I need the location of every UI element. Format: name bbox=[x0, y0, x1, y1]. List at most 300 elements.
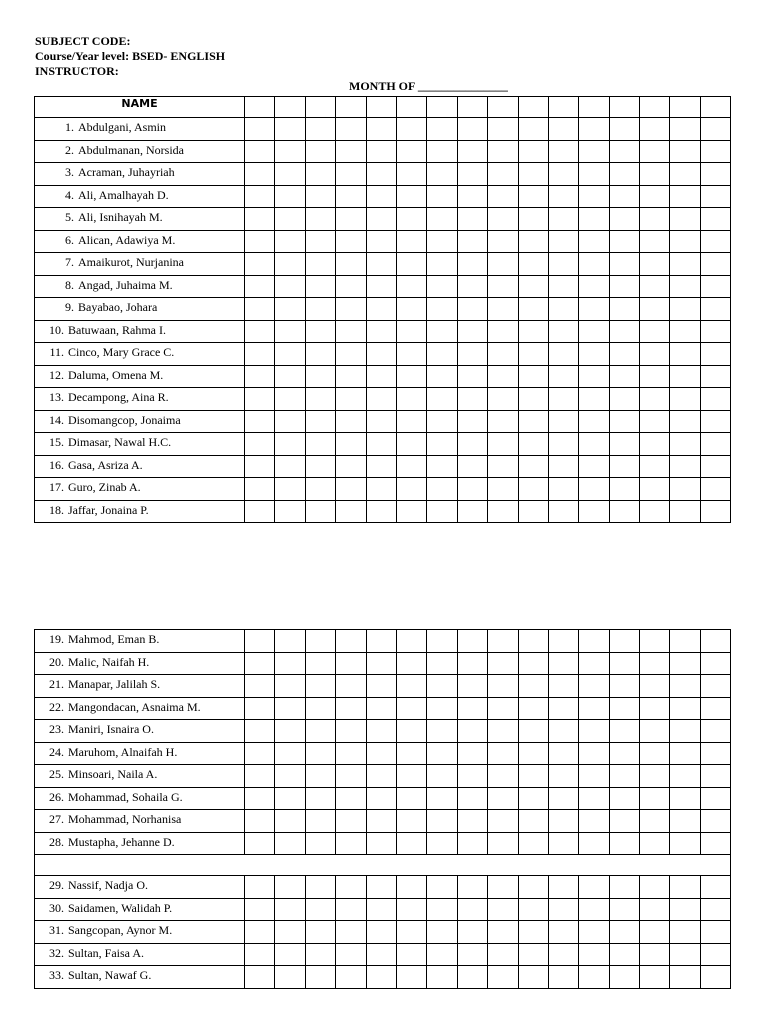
attendance-cell[interactable] bbox=[396, 943, 426, 966]
attendance-cell[interactable] bbox=[366, 140, 396, 163]
attendance-cell[interactable] bbox=[457, 478, 487, 501]
attendance-cell[interactable] bbox=[457, 163, 487, 186]
attendance-cell[interactable] bbox=[275, 876, 305, 899]
attendance-cell[interactable] bbox=[640, 365, 670, 388]
attendance-cell[interactable] bbox=[609, 163, 639, 186]
attendance-cell[interactable] bbox=[336, 388, 366, 411]
attendance-cell[interactable] bbox=[275, 343, 305, 366]
attendance-cell[interactable] bbox=[275, 832, 305, 855]
attendance-cell[interactable] bbox=[275, 720, 305, 743]
attendance-cell[interactable] bbox=[518, 943, 548, 966]
attendance-cell[interactable] bbox=[427, 921, 457, 944]
attendance-cell[interactable] bbox=[579, 898, 609, 921]
attendance-cell[interactable] bbox=[640, 876, 670, 899]
attendance-cell[interactable] bbox=[245, 410, 275, 433]
attendance-cell[interactable] bbox=[336, 765, 366, 788]
attendance-cell[interactable] bbox=[457, 675, 487, 698]
attendance-cell[interactable] bbox=[548, 876, 578, 899]
attendance-cell[interactable] bbox=[245, 118, 275, 141]
attendance-cell[interactable] bbox=[457, 275, 487, 298]
attendance-cell[interactable] bbox=[366, 876, 396, 899]
attendance-cell[interactable] bbox=[245, 966, 275, 989]
attendance-cell[interactable] bbox=[700, 898, 730, 921]
attendance-cell[interactable] bbox=[670, 320, 700, 343]
attendance-cell[interactable] bbox=[579, 876, 609, 899]
attendance-cell[interactable] bbox=[427, 943, 457, 966]
attendance-cell[interactable] bbox=[457, 943, 487, 966]
attendance-cell[interactable] bbox=[579, 253, 609, 276]
attendance-cell[interactable] bbox=[609, 118, 639, 141]
attendance-cell[interactable] bbox=[670, 765, 700, 788]
attendance-cell[interactable] bbox=[579, 410, 609, 433]
attendance-cell[interactable] bbox=[700, 832, 730, 855]
attendance-cell[interactable] bbox=[245, 898, 275, 921]
attendance-cell[interactable] bbox=[275, 478, 305, 501]
attendance-cell[interactable] bbox=[640, 388, 670, 411]
attendance-cell[interactable] bbox=[245, 765, 275, 788]
attendance-cell[interactable] bbox=[245, 630, 275, 653]
attendance-cell[interactable] bbox=[548, 765, 578, 788]
attendance-cell[interactable] bbox=[245, 832, 275, 855]
attendance-cell[interactable] bbox=[305, 876, 335, 899]
attendance-cell[interactable] bbox=[245, 943, 275, 966]
attendance-cell[interactable] bbox=[518, 675, 548, 698]
attendance-cell[interactable] bbox=[488, 720, 518, 743]
attendance-cell[interactable] bbox=[336, 787, 366, 810]
attendance-cell[interactable] bbox=[245, 478, 275, 501]
attendance-cell[interactable] bbox=[336, 500, 366, 523]
attendance-cell[interactable] bbox=[609, 966, 639, 989]
attendance-cell[interactable] bbox=[609, 275, 639, 298]
attendance-cell[interactable] bbox=[396, 185, 426, 208]
attendance-cell[interactable] bbox=[275, 230, 305, 253]
attendance-cell[interactable] bbox=[548, 253, 578, 276]
attendance-cell[interactable] bbox=[427, 787, 457, 810]
attendance-cell[interactable] bbox=[275, 185, 305, 208]
attendance-cell[interactable] bbox=[366, 455, 396, 478]
attendance-cell[interactable] bbox=[488, 765, 518, 788]
attendance-cell[interactable] bbox=[275, 500, 305, 523]
attendance-cell[interactable] bbox=[700, 275, 730, 298]
attendance-cell[interactable] bbox=[670, 253, 700, 276]
attendance-cell[interactable] bbox=[670, 365, 700, 388]
attendance-cell[interactable] bbox=[275, 298, 305, 321]
attendance-cell[interactable] bbox=[700, 921, 730, 944]
attendance-cell[interactable] bbox=[670, 208, 700, 231]
attendance-cell[interactable] bbox=[700, 697, 730, 720]
attendance-cell[interactable] bbox=[548, 410, 578, 433]
attendance-cell[interactable] bbox=[700, 810, 730, 833]
attendance-cell[interactable] bbox=[609, 810, 639, 833]
attendance-cell[interactable] bbox=[366, 921, 396, 944]
attendance-cell[interactable] bbox=[548, 118, 578, 141]
attendance-cell[interactable] bbox=[396, 298, 426, 321]
attendance-cell[interactable] bbox=[457, 876, 487, 899]
attendance-cell[interactable] bbox=[670, 275, 700, 298]
attendance-cell[interactable] bbox=[488, 966, 518, 989]
attendance-cell[interactable] bbox=[336, 943, 366, 966]
attendance-cell[interactable] bbox=[427, 697, 457, 720]
attendance-cell[interactable] bbox=[305, 675, 335, 698]
attendance-cell[interactable] bbox=[245, 230, 275, 253]
attendance-cell[interactable] bbox=[609, 455, 639, 478]
attendance-cell[interactable] bbox=[548, 433, 578, 456]
attendance-cell[interactable] bbox=[245, 455, 275, 478]
attendance-cell[interactable] bbox=[488, 163, 518, 186]
attendance-cell[interactable] bbox=[640, 298, 670, 321]
attendance-cell[interactable] bbox=[700, 410, 730, 433]
attendance-cell[interactable] bbox=[609, 876, 639, 899]
attendance-cell[interactable] bbox=[457, 966, 487, 989]
attendance-cell[interactable] bbox=[670, 343, 700, 366]
attendance-cell[interactable] bbox=[609, 410, 639, 433]
attendance-cell[interactable] bbox=[640, 253, 670, 276]
attendance-cell[interactable] bbox=[366, 787, 396, 810]
attendance-cell[interactable] bbox=[245, 675, 275, 698]
attendance-cell[interactable] bbox=[366, 388, 396, 411]
attendance-cell[interactable] bbox=[518, 230, 548, 253]
attendance-cell[interactable] bbox=[488, 810, 518, 833]
attendance-cell[interactable] bbox=[518, 630, 548, 653]
attendance-cell[interactable] bbox=[579, 230, 609, 253]
attendance-cell[interactable] bbox=[275, 921, 305, 944]
attendance-cell[interactable] bbox=[305, 388, 335, 411]
attendance-cell[interactable] bbox=[640, 500, 670, 523]
attendance-cell[interactable] bbox=[245, 921, 275, 944]
attendance-cell[interactable] bbox=[245, 697, 275, 720]
attendance-cell[interactable] bbox=[457, 742, 487, 765]
attendance-cell[interactable] bbox=[518, 118, 548, 141]
attendance-cell[interactable] bbox=[336, 832, 366, 855]
attendance-cell[interactable] bbox=[609, 343, 639, 366]
attendance-cell[interactable] bbox=[700, 652, 730, 675]
attendance-cell[interactable] bbox=[518, 455, 548, 478]
attendance-cell[interactable] bbox=[579, 832, 609, 855]
attendance-cell[interactable] bbox=[579, 787, 609, 810]
attendance-cell[interactable] bbox=[275, 433, 305, 456]
attendance-cell[interactable] bbox=[579, 320, 609, 343]
attendance-cell[interactable] bbox=[245, 343, 275, 366]
attendance-cell[interactable] bbox=[427, 966, 457, 989]
attendance-cell[interactable] bbox=[640, 697, 670, 720]
attendance-cell[interactable] bbox=[305, 787, 335, 810]
attendance-cell[interactable] bbox=[700, 943, 730, 966]
attendance-cell[interactable] bbox=[427, 455, 457, 478]
attendance-cell[interactable] bbox=[366, 652, 396, 675]
attendance-cell[interactable] bbox=[305, 943, 335, 966]
attendance-cell[interactable] bbox=[579, 343, 609, 366]
attendance-cell[interactable] bbox=[396, 966, 426, 989]
attendance-cell[interactable] bbox=[396, 320, 426, 343]
attendance-cell[interactable] bbox=[609, 765, 639, 788]
attendance-cell[interactable] bbox=[548, 898, 578, 921]
attendance-cell[interactable] bbox=[548, 320, 578, 343]
attendance-cell[interactable] bbox=[366, 898, 396, 921]
attendance-cell[interactable] bbox=[518, 966, 548, 989]
attendance-cell[interactable] bbox=[579, 921, 609, 944]
attendance-cell[interactable] bbox=[700, 230, 730, 253]
attendance-cell[interactable] bbox=[579, 652, 609, 675]
attendance-cell[interactable] bbox=[700, 253, 730, 276]
attendance-cell[interactable] bbox=[700, 298, 730, 321]
attendance-cell[interactable] bbox=[548, 275, 578, 298]
attendance-cell[interactable] bbox=[275, 275, 305, 298]
attendance-cell[interactable] bbox=[427, 275, 457, 298]
attendance-cell[interactable] bbox=[396, 675, 426, 698]
attendance-cell[interactable] bbox=[670, 720, 700, 743]
attendance-cell[interactable] bbox=[488, 652, 518, 675]
attendance-cell[interactable] bbox=[396, 742, 426, 765]
attendance-cell[interactable] bbox=[579, 140, 609, 163]
attendance-cell[interactable] bbox=[518, 140, 548, 163]
attendance-cell[interactable] bbox=[396, 720, 426, 743]
attendance-cell[interactable] bbox=[548, 742, 578, 765]
attendance-cell[interactable] bbox=[700, 433, 730, 456]
attendance-cell[interactable] bbox=[245, 185, 275, 208]
attendance-cell[interactable] bbox=[396, 921, 426, 944]
attendance-cell[interactable] bbox=[427, 630, 457, 653]
attendance-cell[interactable] bbox=[396, 630, 426, 653]
attendance-cell[interactable] bbox=[700, 320, 730, 343]
attendance-cell[interactable] bbox=[305, 118, 335, 141]
attendance-cell[interactable] bbox=[700, 720, 730, 743]
attendance-cell[interactable] bbox=[609, 742, 639, 765]
attendance-cell[interactable] bbox=[518, 365, 548, 388]
attendance-cell[interactable] bbox=[275, 140, 305, 163]
attendance-cell[interactable] bbox=[427, 163, 457, 186]
attendance-cell[interactable] bbox=[700, 787, 730, 810]
attendance-cell[interactable] bbox=[305, 832, 335, 855]
attendance-cell[interactable] bbox=[488, 343, 518, 366]
attendance-cell[interactable] bbox=[457, 921, 487, 944]
attendance-cell[interactable] bbox=[579, 388, 609, 411]
attendance-cell[interactable] bbox=[548, 675, 578, 698]
attendance-cell[interactable] bbox=[640, 343, 670, 366]
attendance-cell[interactable] bbox=[609, 365, 639, 388]
attendance-cell[interactable] bbox=[700, 208, 730, 231]
attendance-cell[interactable] bbox=[396, 697, 426, 720]
attendance-cell[interactable] bbox=[488, 787, 518, 810]
attendance-cell[interactable] bbox=[488, 275, 518, 298]
attendance-cell[interactable] bbox=[488, 943, 518, 966]
attendance-cell[interactable] bbox=[305, 478, 335, 501]
attendance-cell[interactable] bbox=[427, 742, 457, 765]
attendance-cell[interactable] bbox=[305, 185, 335, 208]
attendance-cell[interactable] bbox=[640, 742, 670, 765]
attendance-cell[interactable] bbox=[366, 185, 396, 208]
attendance-cell[interactable] bbox=[670, 630, 700, 653]
attendance-cell[interactable] bbox=[336, 185, 366, 208]
attendance-cell[interactable] bbox=[245, 876, 275, 899]
attendance-cell[interactable] bbox=[548, 298, 578, 321]
attendance-cell[interactable] bbox=[336, 365, 366, 388]
attendance-cell[interactable] bbox=[336, 343, 366, 366]
attendance-cell[interactable] bbox=[579, 208, 609, 231]
attendance-cell[interactable] bbox=[488, 140, 518, 163]
attendance-cell[interactable] bbox=[488, 388, 518, 411]
attendance-cell[interactable] bbox=[670, 298, 700, 321]
attendance-cell[interactable] bbox=[518, 652, 548, 675]
attendance-cell[interactable] bbox=[488, 898, 518, 921]
attendance-cell[interactable] bbox=[640, 478, 670, 501]
attendance-cell[interactable] bbox=[396, 478, 426, 501]
attendance-cell[interactable] bbox=[457, 500, 487, 523]
attendance-cell[interactable] bbox=[640, 630, 670, 653]
attendance-cell[interactable] bbox=[670, 675, 700, 698]
attendance-cell[interactable] bbox=[396, 365, 426, 388]
attendance-cell[interactable] bbox=[396, 832, 426, 855]
attendance-cell[interactable] bbox=[579, 163, 609, 186]
attendance-cell[interactable] bbox=[609, 320, 639, 343]
attendance-cell[interactable] bbox=[548, 140, 578, 163]
attendance-cell[interactable] bbox=[700, 478, 730, 501]
attendance-cell[interactable] bbox=[305, 433, 335, 456]
attendance-cell[interactable] bbox=[609, 478, 639, 501]
attendance-cell[interactable] bbox=[427, 410, 457, 433]
attendance-cell[interactable] bbox=[305, 275, 335, 298]
attendance-cell[interactable] bbox=[640, 720, 670, 743]
attendance-cell[interactable] bbox=[640, 787, 670, 810]
attendance-cell[interactable] bbox=[336, 253, 366, 276]
attendance-cell[interactable] bbox=[518, 742, 548, 765]
attendance-cell[interactable] bbox=[488, 832, 518, 855]
attendance-cell[interactable] bbox=[609, 787, 639, 810]
attendance-cell[interactable] bbox=[427, 876, 457, 899]
attendance-cell[interactable] bbox=[427, 298, 457, 321]
attendance-cell[interactable] bbox=[305, 898, 335, 921]
attendance-cell[interactable] bbox=[518, 388, 548, 411]
attendance-cell[interactable] bbox=[579, 810, 609, 833]
attendance-cell[interactable] bbox=[366, 163, 396, 186]
attendance-cell[interactable] bbox=[548, 388, 578, 411]
attendance-cell[interactable] bbox=[366, 410, 396, 433]
attendance-cell[interactable] bbox=[670, 832, 700, 855]
attendance-cell[interactable] bbox=[548, 185, 578, 208]
attendance-cell[interactable] bbox=[518, 208, 548, 231]
attendance-cell[interactable] bbox=[579, 478, 609, 501]
attendance-cell[interactable] bbox=[396, 275, 426, 298]
attendance-cell[interactable] bbox=[579, 500, 609, 523]
attendance-cell[interactable] bbox=[396, 652, 426, 675]
attendance-cell[interactable] bbox=[275, 810, 305, 833]
attendance-cell[interactable] bbox=[275, 898, 305, 921]
attendance-cell[interactable] bbox=[457, 365, 487, 388]
attendance-cell[interactable] bbox=[518, 765, 548, 788]
attendance-cell[interactable] bbox=[275, 253, 305, 276]
attendance-cell[interactable] bbox=[305, 455, 335, 478]
attendance-cell[interactable] bbox=[427, 810, 457, 833]
attendance-cell[interactable] bbox=[670, 652, 700, 675]
attendance-cell[interactable] bbox=[670, 118, 700, 141]
attendance-cell[interactable] bbox=[396, 410, 426, 433]
attendance-cell[interactable] bbox=[396, 140, 426, 163]
attendance-cell[interactable] bbox=[457, 765, 487, 788]
attendance-cell[interactable] bbox=[336, 810, 366, 833]
attendance-cell[interactable] bbox=[427, 185, 457, 208]
attendance-cell[interactable] bbox=[245, 140, 275, 163]
attendance-cell[interactable] bbox=[640, 810, 670, 833]
attendance-cell[interactable] bbox=[396, 455, 426, 478]
attendance-cell[interactable] bbox=[245, 298, 275, 321]
attendance-cell[interactable] bbox=[640, 943, 670, 966]
attendance-cell[interactable] bbox=[579, 630, 609, 653]
attendance-cell[interactable] bbox=[579, 275, 609, 298]
attendance-cell[interactable] bbox=[518, 787, 548, 810]
attendance-cell[interactable] bbox=[640, 433, 670, 456]
attendance-cell[interactable] bbox=[518, 320, 548, 343]
attendance-cell[interactable] bbox=[609, 433, 639, 456]
attendance-cell[interactable] bbox=[305, 163, 335, 186]
attendance-cell[interactable] bbox=[488, 433, 518, 456]
attendance-cell[interactable] bbox=[518, 185, 548, 208]
attendance-cell[interactable] bbox=[518, 253, 548, 276]
attendance-cell[interactable] bbox=[305, 298, 335, 321]
attendance-cell[interactable] bbox=[245, 365, 275, 388]
attendance-cell[interactable] bbox=[488, 697, 518, 720]
attendance-cell[interactable] bbox=[488, 365, 518, 388]
attendance-cell[interactable] bbox=[336, 298, 366, 321]
attendance-cell[interactable] bbox=[548, 455, 578, 478]
attendance-cell[interactable] bbox=[700, 966, 730, 989]
attendance-cell[interactable] bbox=[670, 966, 700, 989]
attendance-cell[interactable] bbox=[305, 343, 335, 366]
attendance-cell[interactable] bbox=[700, 365, 730, 388]
attendance-cell[interactable] bbox=[579, 298, 609, 321]
attendance-cell[interactable] bbox=[366, 433, 396, 456]
attendance-cell[interactable] bbox=[548, 810, 578, 833]
attendance-cell[interactable] bbox=[640, 208, 670, 231]
attendance-cell[interactable] bbox=[700, 500, 730, 523]
attendance-cell[interactable] bbox=[366, 630, 396, 653]
attendance-cell[interactable] bbox=[457, 410, 487, 433]
attendance-cell[interactable] bbox=[275, 163, 305, 186]
attendance-cell[interactable] bbox=[366, 275, 396, 298]
attendance-cell[interactable] bbox=[640, 275, 670, 298]
attendance-cell[interactable] bbox=[457, 810, 487, 833]
attendance-cell[interactable] bbox=[548, 343, 578, 366]
attendance-cell[interactable] bbox=[396, 163, 426, 186]
attendance-cell[interactable] bbox=[396, 230, 426, 253]
attendance-cell[interactable] bbox=[670, 388, 700, 411]
attendance-cell[interactable] bbox=[548, 500, 578, 523]
attendance-cell[interactable] bbox=[245, 208, 275, 231]
attendance-cell[interactable] bbox=[275, 675, 305, 698]
attendance-cell[interactable] bbox=[457, 140, 487, 163]
attendance-cell[interactable] bbox=[548, 365, 578, 388]
attendance-cell[interactable] bbox=[245, 275, 275, 298]
attendance-cell[interactable] bbox=[457, 832, 487, 855]
attendance-cell[interactable] bbox=[518, 478, 548, 501]
attendance-cell[interactable] bbox=[457, 253, 487, 276]
attendance-cell[interactable] bbox=[488, 921, 518, 944]
attendance-cell[interactable] bbox=[457, 208, 487, 231]
attendance-cell[interactable] bbox=[457, 320, 487, 343]
attendance-cell[interactable] bbox=[488, 675, 518, 698]
attendance-cell[interactable] bbox=[457, 298, 487, 321]
attendance-cell[interactable] bbox=[336, 433, 366, 456]
attendance-cell[interactable] bbox=[609, 898, 639, 921]
attendance-cell[interactable] bbox=[579, 455, 609, 478]
attendance-cell[interactable] bbox=[609, 630, 639, 653]
attendance-cell[interactable] bbox=[488, 478, 518, 501]
attendance-cell[interactable] bbox=[396, 388, 426, 411]
attendance-cell[interactable] bbox=[336, 697, 366, 720]
attendance-cell[interactable] bbox=[275, 943, 305, 966]
attendance-cell[interactable] bbox=[245, 388, 275, 411]
attendance-cell[interactable] bbox=[336, 455, 366, 478]
attendance-cell[interactable] bbox=[336, 118, 366, 141]
attendance-cell[interactable] bbox=[488, 876, 518, 899]
